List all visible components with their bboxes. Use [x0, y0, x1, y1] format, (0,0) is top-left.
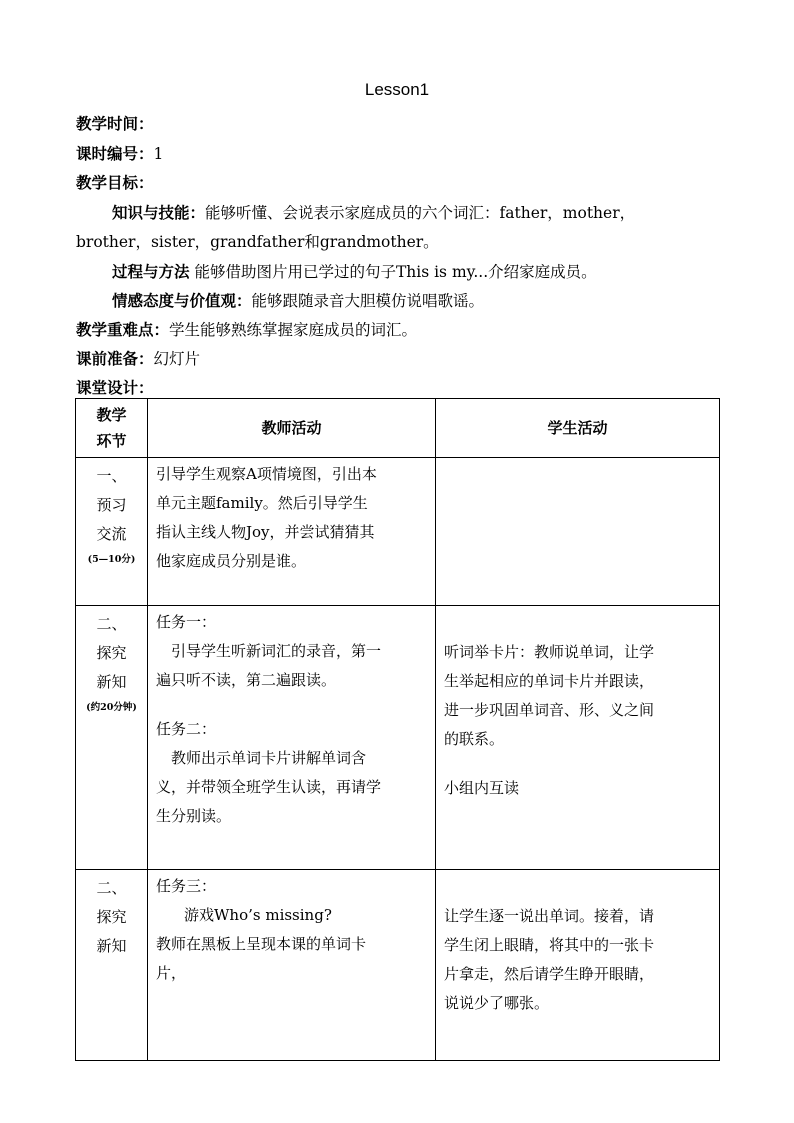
student-text-line: 小组内互读 [444, 779, 520, 797]
stage-number: 一、 [96, 467, 127, 485]
task-label: 任务三： [156, 877, 217, 895]
student-text-line: 听词举卡片：教师说单词，让学 [444, 643, 655, 661]
student-text-line: 说说少了哪张。 [444, 994, 550, 1012]
teacher-activity-cell [148, 458, 436, 606]
teacher-text-line: 引导学生观察A项情境图，引出本 [156, 465, 377, 483]
table-row [76, 458, 720, 606]
stage-time: (5—10分) [87, 554, 136, 565]
stage-time: (约20分钟) [86, 702, 137, 713]
stage-name-line2: 新知 [96, 673, 127, 691]
teacher-text-line: 生分别读。 [156, 807, 232, 825]
stage-name-line1: 探究 [96, 908, 127, 926]
stage-name-line2: 新知 [96, 937, 127, 955]
teacher-activity-cell [148, 870, 436, 1061]
teacher-text-line: 教师在黑板上呈现本课的单词卡 [156, 935, 367, 953]
difficulty-text: 学生能够熟练掌握家庭成员的词汇。 [169, 321, 418, 339]
table-row [76, 870, 720, 1061]
table-header-row [76, 399, 720, 458]
goals-label: 教学目标： [76, 174, 154, 192]
stage-name-line1: 探究 [96, 644, 127, 662]
goal3-line [112, 289, 484, 311]
stage-cell [76, 606, 148, 870]
stage-cell [76, 870, 148, 1061]
goal1-text: 能够听懂、会说表示家庭成员的六个词汇：father，mother， [205, 204, 636, 222]
student-text-line: 让学生逐一说出单词。接着，请 [444, 907, 655, 925]
time-label: 教学时间： [76, 115, 154, 133]
teacher-text-line: 指认主线人物Joy，并尝试猜猜其 [156, 523, 375, 541]
teacher-text-line: 片， [156, 964, 187, 982]
teacher-text-line: 单元主题family。然后引导学生 [156, 494, 368, 512]
teacher-text-line: 引导学生听新词汇的录音，第一 [171, 642, 382, 660]
goal2-text: 能够借助图片用已学过的句子This is my...介绍家庭成员。 [189, 263, 597, 281]
teacher-text-line: 他家庭成员分别是谁。 [156, 552, 307, 570]
design-label: 课堂设计： [76, 379, 154, 397]
teacher-text-line: 义，并带领全班学生认读，再请学 [156, 778, 382, 796]
number-value: 1 [153, 145, 164, 163]
table-row [76, 606, 720, 870]
prep-line [76, 347, 200, 369]
teacher-header: 教师活动 [148, 399, 436, 458]
goal2-label: 过程与方法 [112, 263, 190, 281]
teacher-text-line: 游戏Who’s missing? [184, 906, 332, 924]
stage-name-line2: 交流 [96, 525, 127, 543]
goal1-line-cont [76, 230, 439, 252]
prep-text: 幻灯片 [153, 350, 201, 368]
goal3-label: 情感态度与价值观： [112, 292, 252, 310]
goal3-text: 能够跟随录音大胆模仿说唱歌谣。 [251, 292, 485, 310]
document-title: Lesson1 [364, 80, 430, 99]
student-header: 学生活动 [436, 399, 720, 458]
student-text-line: 进一步巩固单词音、形、义之间 [444, 701, 655, 719]
stage-number: 二、 [96, 615, 127, 633]
student-text-line: 生举起相应的单词卡片并跟读， [444, 672, 655, 690]
stage-header [76, 399, 148, 458]
teacher-text-line: 教师出示单词卡片讲解单词含 [171, 749, 367, 767]
goals-line [76, 171, 154, 193]
lesson-plan-table [75, 398, 720, 1061]
student-activity-cell [436, 458, 720, 606]
stage-header-line1: 教学 [96, 406, 127, 424]
student-text-line: 的联系。 [444, 730, 505, 748]
design-line [76, 376, 154, 398]
stage-header-line2: 环节 [96, 432, 127, 450]
goal1-label: 知识与技能： [112, 204, 206, 222]
teacher-text-line: 遍只听不读，第二遍跟读。 [156, 671, 337, 689]
stage-name-line1: 预习 [96, 496, 127, 514]
teacher-activity-cell [148, 606, 436, 870]
number-line [76, 142, 163, 164]
task-label: 任务一： [156, 613, 217, 631]
stage-number: 二、 [96, 879, 127, 897]
goal1-line [112, 201, 635, 223]
task-label: 任务二： [156, 720, 217, 738]
prep-label: 课前准备： [76, 350, 154, 368]
student-activity-cell [436, 606, 720, 870]
goal2-line [112, 260, 597, 282]
goal1-text-cont: brother，sister，grandfather和grandmother。 [76, 233, 439, 251]
student-text-line: 片拿走，然后请学生睁开眼睛， [444, 965, 655, 983]
student-activity-cell [436, 870, 720, 1061]
stage-cell [76, 458, 148, 606]
time-line [76, 112, 154, 134]
student-text-line: 学生闭上眼睛，将其中的一张卡 [444, 936, 655, 954]
difficulty-label: 教学重难点： [76, 321, 170, 339]
number-label: 课时编号： [76, 145, 154, 163]
difficulty-line [76, 318, 417, 340]
